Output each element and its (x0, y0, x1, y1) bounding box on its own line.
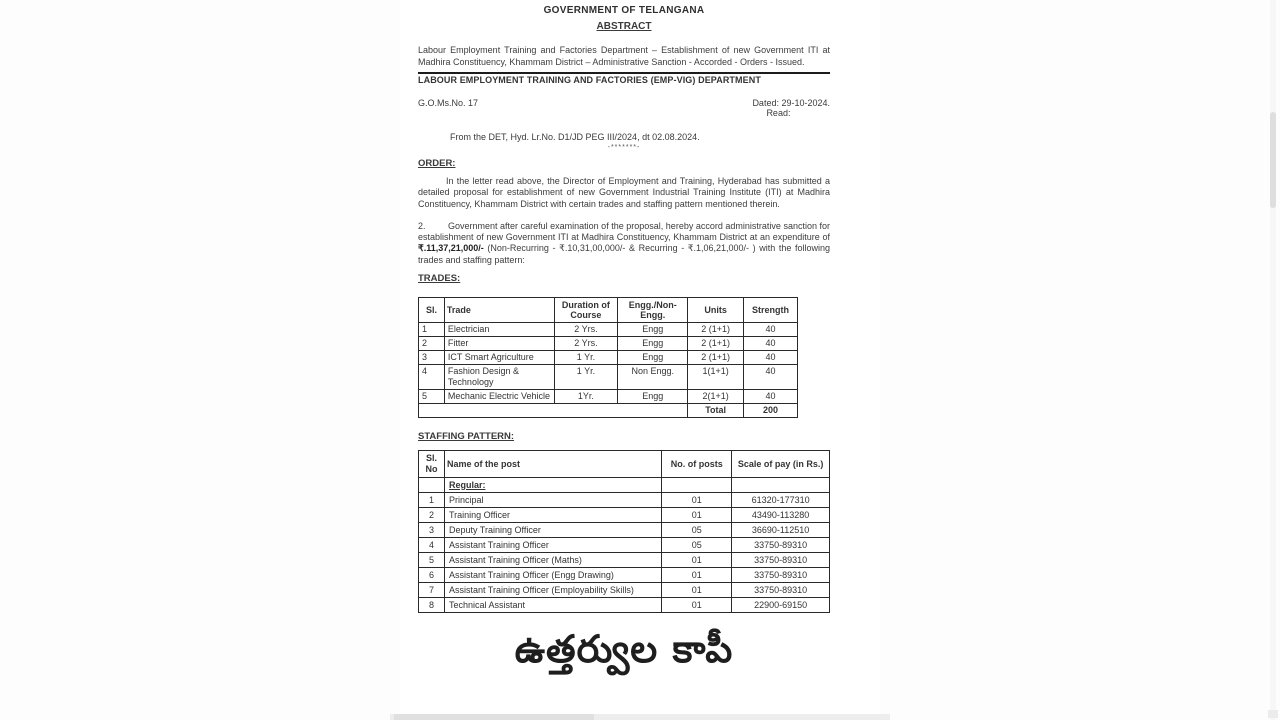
divider-rule (418, 72, 830, 74)
dated-line: Dated: 29-10-2024. (752, 98, 830, 108)
order-paragraph-1: In the letter read above, the Director of Employment and Training, Hyderabad has submitted a detailed proposal for establishment of new Government Industrial Training Institute (ITI) at Madhira Constituency, Khammam District with certain trades and staffing pattern mentioned therein. (418, 176, 830, 209)
table-row: 3 Deputy Training Officer 05 36690-112510 (419, 523, 830, 538)
horizontal-scrollbar-thumb[interactable] (394, 714, 594, 720)
table-row: 6 Assistant Training Officer (Engg Drawing) 01 33750-89310 (419, 568, 830, 583)
col-sl-no: Sl. No (419, 451, 445, 478)
table-row: 2 Fitter 2 Yrs. Engg 2 (1+1) 40 (419, 337, 798, 351)
regular-subheading-row (419, 478, 830, 493)
abstract-paragraph: Labour Employment Training and Factories Department – Establishment of new Government ITI at Madhira Constituency, Khammam District – Administrative Sanction - Accorded - Orders - Issued. (418, 45, 830, 67)
table-row: 8 Technical Assistant 01 22900-69150 (419, 598, 830, 613)
government-title: GOVERNMENT OF TELANGANA (543, 5, 705, 16)
total-label: Total (688, 404, 744, 418)
col-no-of-posts: No. of posts (662, 451, 732, 478)
table-row: 1 Electrician 2 Yrs. Engg 2 (1+1) 40 (419, 323, 798, 337)
reference-line: From the DET, Hyd. Lr.No. D1/JD PEG III/2024, dt 02.08.2024. (450, 132, 700, 142)
scrollbar-corner (1268, 710, 1278, 718)
col-scale-of-pay: Scale of pay (in Rs.) (732, 451, 830, 478)
col-duration: Duration of Course (554, 298, 618, 323)
table-row: 3 ICT Smart Agriculture 1 Yr. Engg 2 (1+1) 40 (419, 351, 798, 365)
paragraph-number: 2. (418, 220, 426, 231)
vertical-scrollbar[interactable] (1270, 0, 1276, 720)
read-label: Read: (766, 108, 791, 118)
go-number-row (418, 98, 830, 118)
table-row: 7 Assistant Training Officer (Employability Skills) 01 33750-89310 (419, 583, 830, 598)
go-number: G.O.Ms.No. 17 (418, 98, 479, 108)
table-row: 4 Assistant Training Officer 05 33750-89310 (419, 538, 830, 553)
paragraph-2-text-after: (Non-Recurring - ₹.10,31,00,000/- & Recurring - ₹.1,06,21,000/- ) with the following trades and staffing pattern: (418, 243, 830, 265)
col-units: Units (688, 298, 744, 323)
order-heading: ORDER: (418, 158, 456, 169)
vertical-scrollbar-thumb[interactable] (1270, 112, 1276, 208)
table-row: 1 Principal 01 61320-177310 (419, 493, 830, 508)
table-row: 2 Training Officer 01 43490-113280 (419, 508, 830, 523)
table-row: 5 Mechanic Electric Vehicle 1Yr. Engg 2(1+1) 40 (419, 390, 798, 404)
trades-table (418, 297, 798, 418)
col-post-name: Name of the post (444, 451, 661, 478)
scanned-go-page (400, 0, 880, 720)
regular-label: Regular: (444, 478, 661, 493)
paragraph-2-text-before: Government after careful examination of the proposal, hereby accord administrative sanction for establishment of new Government ITI at Madhira Constituency, Khammam District at an expenditure of (418, 220, 830, 243)
order-paragraph-2 (418, 221, 830, 266)
table-row: 5 Assistant Training Officer (Maths) 01 33750-89310 (419, 553, 830, 568)
trades-total-row (419, 404, 798, 418)
table-row: 4 Fashion Design & Technology 1 Yr. Non Engg. 1(1+1) 40 (419, 365, 798, 390)
trades-heading: TRADES: (418, 273, 461, 285)
abstract-heading: ABSTRACT (596, 21, 652, 32)
total-spacer (419, 404, 688, 418)
staffing-table (418, 450, 830, 613)
department-line: LABOUR EMPLOYMENT TRAINING AND FACTORIES (EMP-VIG) DEPARTMENT (418, 75, 761, 85)
col-sl: Sl. (419, 298, 445, 323)
col-trade: Trade (444, 298, 554, 323)
col-engg: Engg./Non-Engg. (618, 298, 688, 323)
trades-header-row (419, 298, 798, 323)
dated-block (752, 98, 830, 118)
separator-stars: -*******- (607, 144, 641, 151)
col-strength: Strength (744, 298, 798, 323)
horizontal-scrollbar[interactable] (390, 714, 890, 720)
total-value: 200 (744, 404, 798, 418)
staffing-heading: STAFFING PATTERN: (418, 431, 515, 443)
telugu-copy-stamp: ఉత్తర్వుల కాపీ (514, 627, 734, 672)
expenditure-amount: ₹.11,37,21,000/- (418, 243, 484, 254)
staffing-header-row (419, 451, 830, 478)
